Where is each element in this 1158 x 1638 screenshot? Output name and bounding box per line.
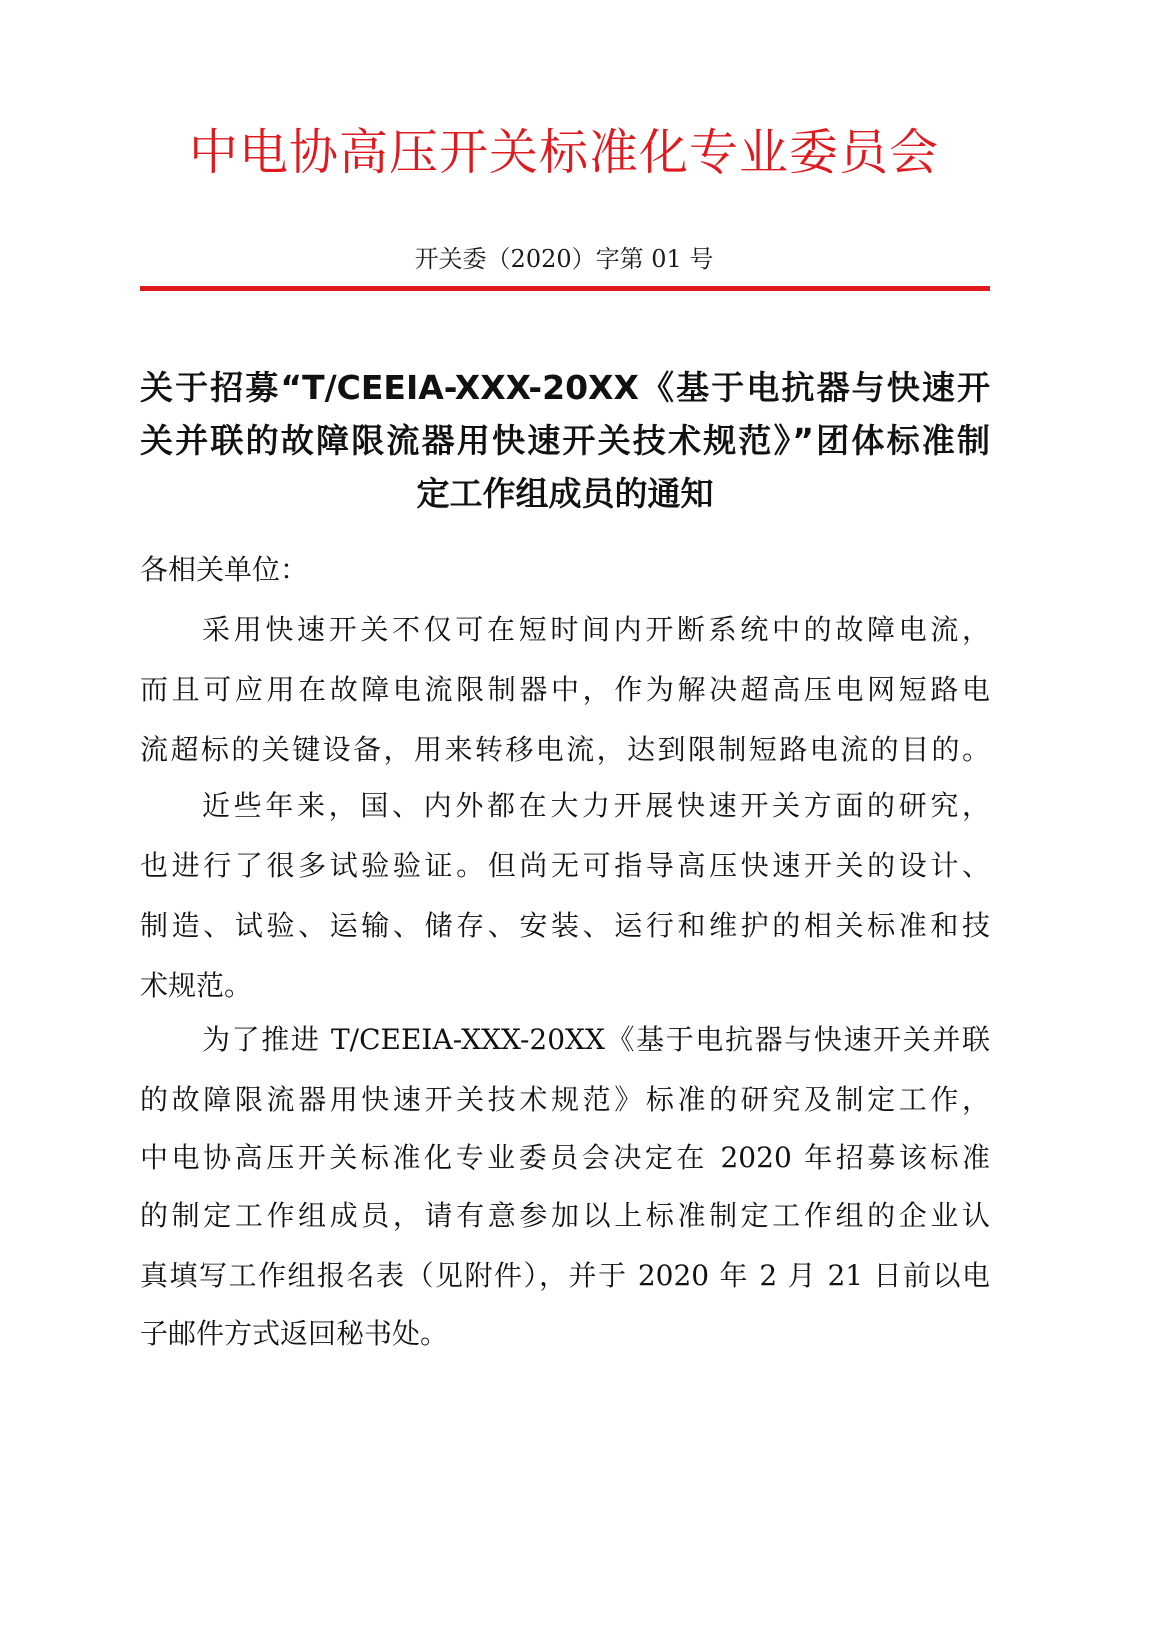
paragraph-line: 近些年来，国、内外都在大力开展快速开关方面的研究， — [202, 789, 990, 822]
notice-title — [140, 361, 990, 520]
paragraph-line: 的故障限流器用快速开关技术规范》标准的研究及制定工作， — [140, 1083, 990, 1116]
paragraph-line: 采用快速开关不仅可在短时间内开断系统中的故障电流， — [202, 613, 990, 646]
paragraph-line: 流超标的关键设备，用来转移电流，达到限制短路电流的目的。 — [140, 733, 990, 766]
paragraph-line: 真填写工作组报名表（见附件），并于 2020 年 2 月 21 日前以电 — [140, 1259, 990, 1292]
paragraph-line: 为了推进 T/CEEIA-XXX-20XX《基于电抗器与快速开关并联 — [202, 1023, 990, 1056]
organization-title: 中电协高压开关标准化专业委员会 — [188, 124, 939, 181]
paragraph-line: 中电协高压开关标准化专业委员会决定在 2020 年招募该标准 — [140, 1141, 990, 1174]
paragraph-line: 制造、试验、运输、储存、安装、运行和维护的相关标准和技 — [140, 909, 990, 942]
paragraph-line: 也进行了很多试验验证。但尚无可指导高压快速开关的设计、 — [140, 849, 990, 882]
document-number: 开关委（2020）字第 01 号 — [414, 245, 714, 273]
salutation-line: 各相关单位： — [140, 553, 309, 586]
red-divider-line — [140, 286, 990, 291]
paragraph-line: 术规范。 — [140, 969, 253, 1002]
paragraph-line: 子邮件方式返回秘书处。 — [140, 1317, 449, 1350]
paragraph-line: 的制定工作组成员，请有意参加以上标准制定工作组的企业认 — [140, 1199, 990, 1232]
notice-title-line: 关于招募“T/CEEIA-XXX-20XX《基于电抗器与快速开 — [140, 368, 990, 407]
notice-title-line: 关并联的故障限流器用快速开关技术规范》”团体标准制 — [140, 421, 990, 460]
paragraph-line: 而且可应用在故障电流限制器中，作为解决超高压电网短路电 — [140, 673, 990, 706]
notice-title-line: 定工作组成员的通知 — [416, 474, 714, 513]
